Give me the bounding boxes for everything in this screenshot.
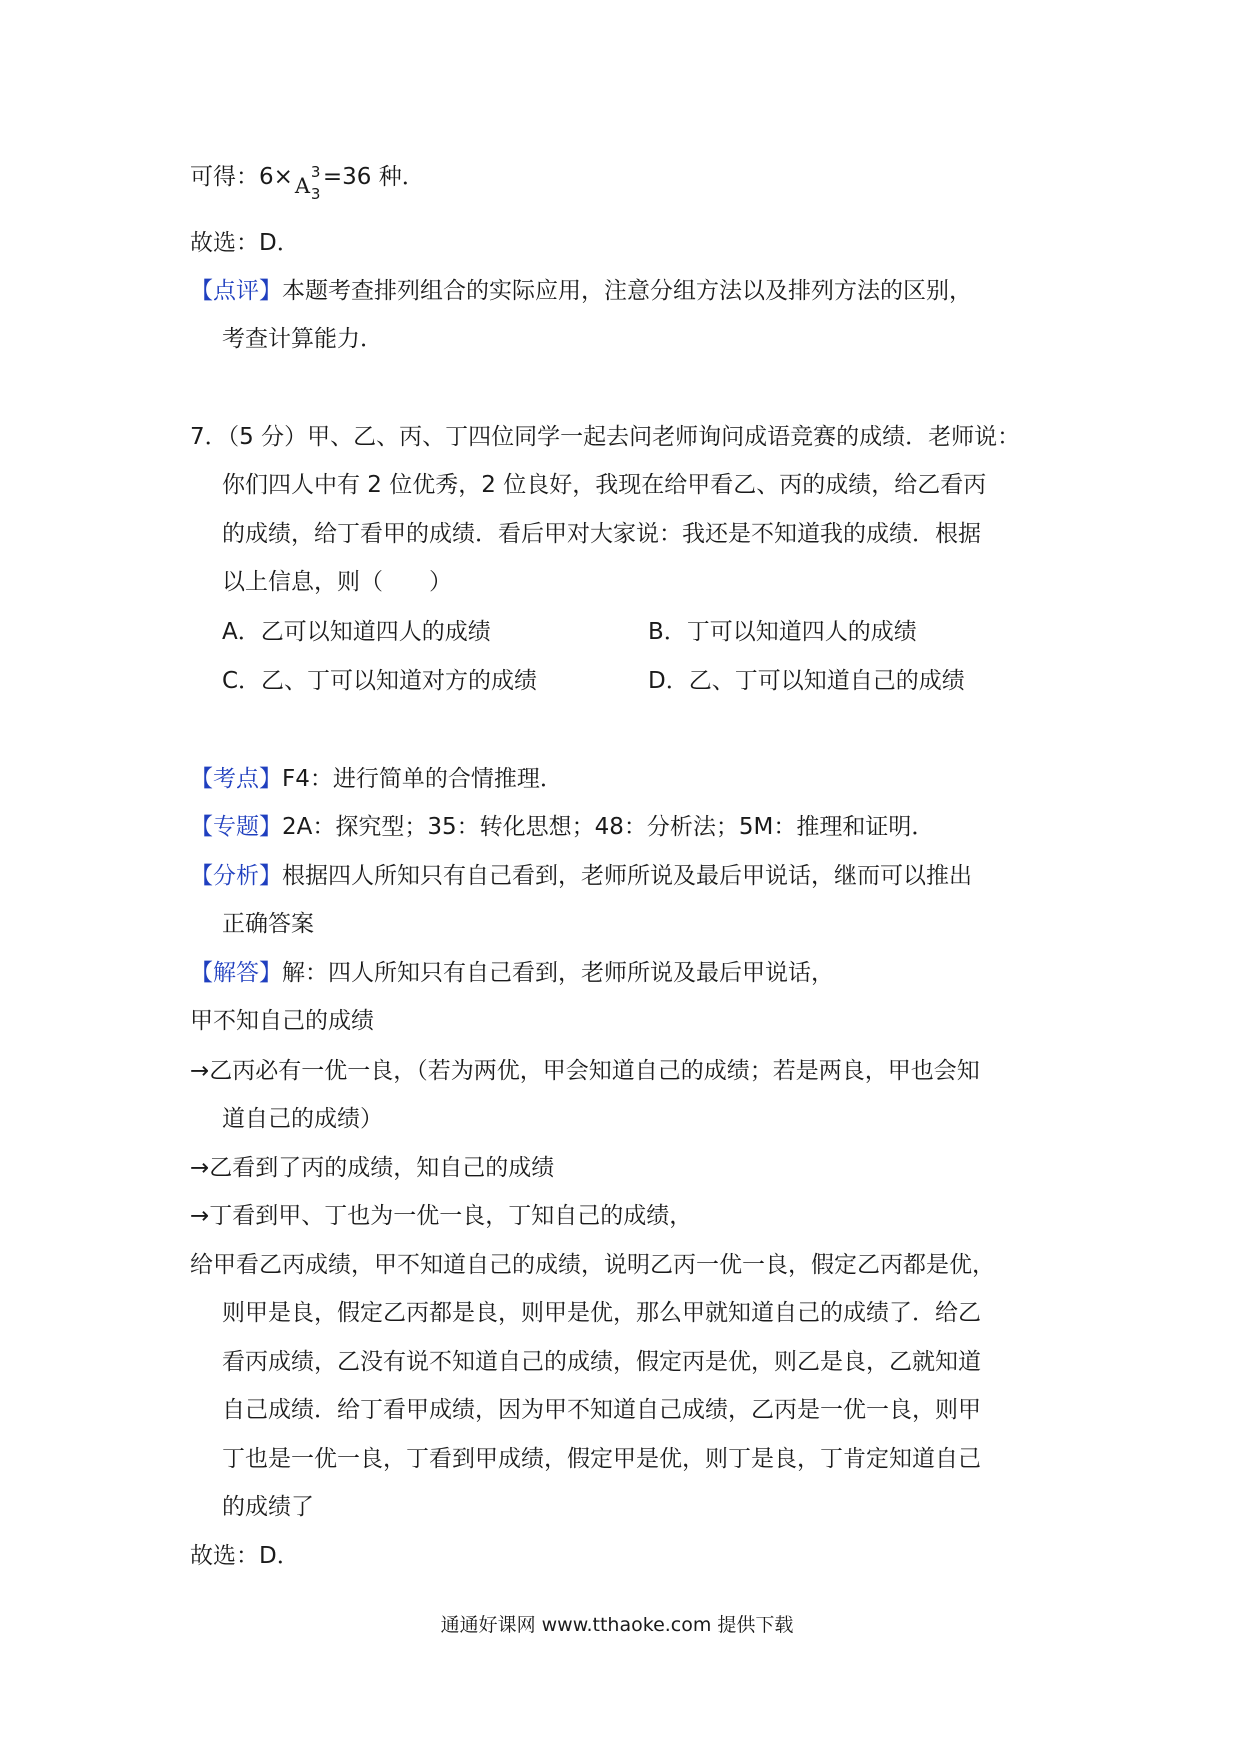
fenxi-tag: 【分析】 [190, 863, 282, 889]
kaodian-text: F4：进行简单的合情推理． [282, 766, 563, 792]
comment-line-2: 考查计算能力． [222, 326, 383, 352]
solution-line: 丁也是一优一良，丁看到甲成绩，假定甲是优，则丁是良，丁肯定知道自己 [222, 1446, 981, 1472]
zhuanti-tag: 【专题】 [190, 814, 282, 840]
formula-prefix: 可得：6× [190, 164, 293, 190]
question-line-2: 你们四人中有 2 位优秀，2 位良好，我现在给甲看乙、丙的成绩，给乙看丙 [222, 472, 987, 498]
solution-line: 自己成绩．给丁看甲成绩，因为甲不知道自己成绩，乙丙是一优一良，则甲 [222, 1397, 981, 1423]
jieda-tag: 【解答】 [190, 960, 282, 986]
solution-line: →丁看到甲、丁也为一优一良，丁知自己的成绩， [190, 1203, 693, 1229]
solution-line: 则甲是良，假定乙丙都是良，则甲是优，那么甲就知道自己的成绩了．给乙 [222, 1300, 981, 1326]
page-footer: 通通好课网 www.tthaoke.com 提供下载 [440, 1614, 794, 1636]
fenxi-line [190, 861, 972, 891]
option-b: B．丁可以知道四人的成绩 [648, 619, 917, 645]
solution-line: 的成绩了 [222, 1494, 314, 1520]
option-a: A．乙可以知道四人的成绩 [222, 619, 491, 645]
solution-line: 看丙成绩，乙没有说不知道自己的成绩，假定丙是优，则乙是良，乙就知道 [222, 1349, 981, 1375]
zhuanti-text: 2A：探究型；35：转化思想；48：分析法；5M：推理和证明． [282, 814, 935, 840]
solution-line: 甲不知自己的成绩 [190, 1008, 374, 1034]
comment-line [190, 276, 972, 306]
fenxi-text: 根据四人所知只有自己看到，老师所说及最后甲说话，继而可以推出 [282, 863, 972, 889]
prev-answer: 故选：D． [190, 230, 300, 256]
permutation-symbol: A 3 3 [294, 162, 321, 203]
solution-line: →乙丙必有一优一良，（若为两优，甲会知道自己的成绩；若是两良，甲也会知 [190, 1058, 980, 1084]
final-answer: 故选：D． [190, 1543, 300, 1569]
jieda-line [190, 958, 834, 988]
option-c: C．乙、丁可以知道对方的成绩 [222, 668, 538, 694]
question-line-1: 7．（5 分）甲、乙、丙、丁四位同学一起去问老师询问成语竞赛的成绩．老师说： [190, 424, 1021, 450]
option-d: D．乙、丁可以知道自己的成绩 [648, 668, 965, 694]
formula-line [190, 162, 425, 203]
comment-text: 本题考查排列组合的实际应用，注意分组方法以及排列方法的区别， [282, 278, 972, 304]
solution-line: →乙看到了丙的成绩，知自己的成绩 [190, 1155, 555, 1181]
question-line-3: 的成绩，给丁看甲的成绩．看后甲对大家说：我还是不知道我的成绩．根据 [222, 521, 981, 547]
kaodian-line [190, 764, 563, 794]
solution-line: 给甲看乙丙成绩，甲不知道自己的成绩，说明乙丙一优一良，假定乙丙都是优， [190, 1252, 995, 1278]
jieda-text: 解：四人所知只有自己看到，老师所说及最后甲说话， [282, 960, 834, 986]
solution-line: 道自己的成绩） [222, 1106, 383, 1132]
comment-tag: 【点评】 [190, 278, 282, 304]
zhuanti-line [190, 812, 934, 842]
formula-suffix: =36 种． [322, 164, 425, 190]
fenxi-line-2: 正确答案 [222, 911, 314, 937]
question-line-4: 以上信息，则（ ） [222, 569, 452, 595]
kaodian-tag: 【考点】 [190, 766, 282, 792]
